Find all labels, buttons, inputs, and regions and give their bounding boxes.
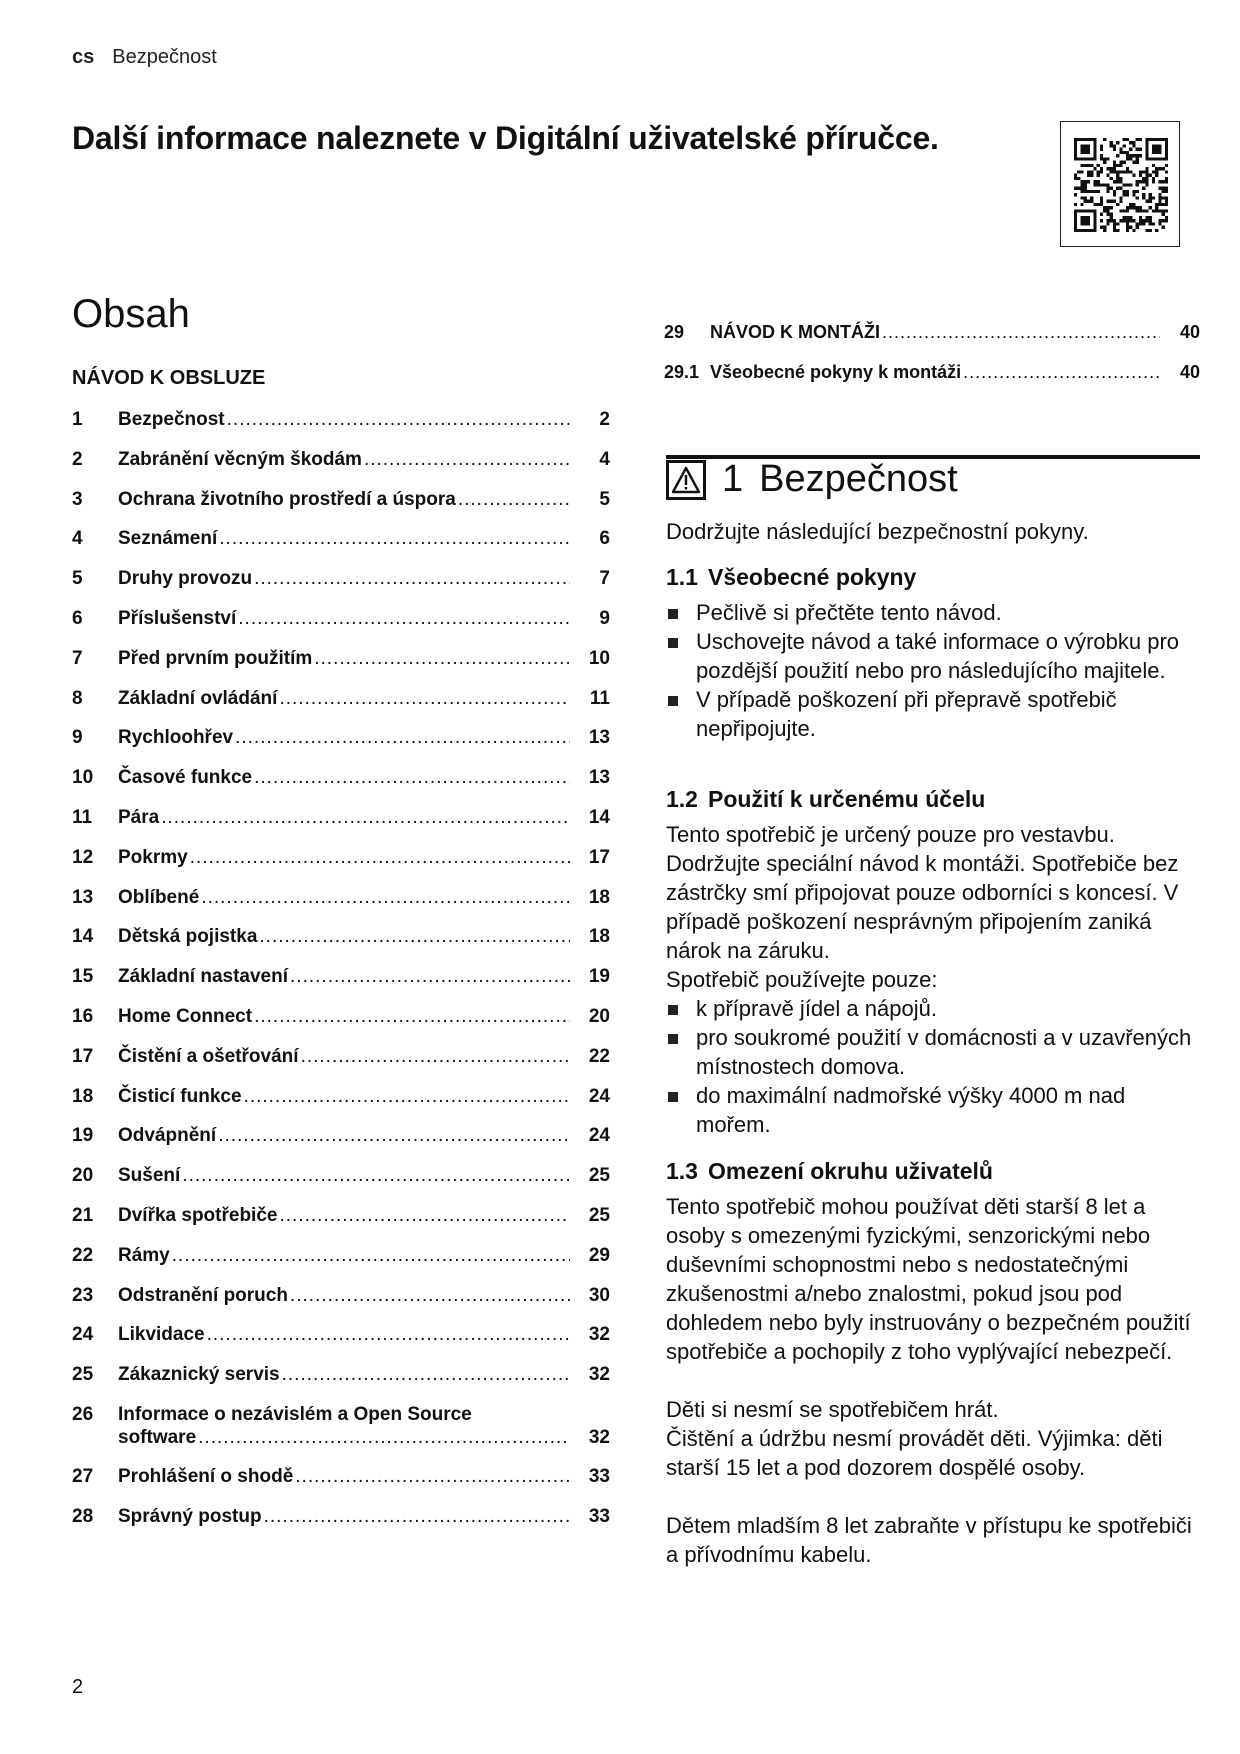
toc-entry-number: 2 [72,448,83,470]
toc-dot-leader [161,806,570,829]
toc-entry-label: Bezpečnost [118,409,225,430]
list-item: do maximální nadmořské výšky 4000 m nad mořem. [666,1081,1200,1139]
bullet-list [666,598,1200,743]
list-item: pro soukromé použití v domácnosti a v uzavřených místnostech domova. [666,1023,1200,1081]
toc-entry-label: Čistění a ošetřování [118,1045,299,1067]
toc-entry-number: 5 [72,568,83,590]
toc-dot-leader [882,321,1160,344]
toc-entry-label: Časové funkce [118,767,253,789]
toc-entry-label: Základní ovládání [118,687,278,709]
toc-entry-page: 18 [588,926,610,948]
toc-dot-leader [207,1323,570,1346]
paragraph: Čištění a údržbu nesmí provádět děti. Výjimka: děti starší 15 let a pod dozorem dospělé osoby. [666,1426,1163,1480]
toc-entry-page: 13 [588,727,610,749]
toc-entry-number: 24 [72,1324,94,1346]
toc-entry-number: 26 [72,1404,94,1425]
subsection-title: Všeobecné pokyny [707,564,917,590]
toc-entry-number: 29.1 [664,361,700,382]
toc-entry-number: 17 [72,1045,94,1067]
toc-dot-leader [218,1124,570,1147]
toc-entry-page: 33 [588,1466,610,1487]
toc-entry-number: 15 [72,966,94,988]
toc-entry-number: 4 [72,528,83,550]
toc-entry-number: 3 [72,488,83,510]
toc-entry-label: NÁVOD K MONTÁŽI [710,322,880,342]
toc-entry-page: 25 [588,1165,610,1187]
toc-entry-label: Rychloohřev [118,727,234,749]
subsection-number: 1.3 [666,1158,698,1184]
toc-entry-number: 16 [72,1006,94,1027]
toc-entry-page: 24 [588,1125,610,1147]
toc-entry-number: 12 [72,846,94,868]
toc-entry-page: 6 [599,528,610,550]
subsection-number: 1.2 [666,786,698,812]
toc-dot-leader [219,527,570,550]
list-item: Pečlivě si přečtěte tento návod. [666,598,1200,627]
toc-entry-number: 10 [72,767,94,789]
toc-title: Obsah [72,292,190,336]
toc-dot-leader [238,607,570,630]
toc-entry-page: 14 [588,807,610,828]
toc-entry-label: Pokrmy [118,846,188,868]
toc-entry-label: Likvidace [118,1324,205,1346]
toc-entry-page: 29 [588,1244,610,1266]
toc-entry-page: 17 [588,846,610,868]
toc-entry-number: 7 [72,647,83,669]
toc-entry-label: Oblíbené [118,886,200,908]
toc-entry-label: Druhy provozu [118,568,253,590]
toc-entry-number: 1 [72,409,83,430]
toc-entry-page: 33 [588,1505,610,1527]
qr-code-icon [1074,135,1168,235]
toc-entry-page: 32 [588,1364,610,1386]
toc-dot-leader [279,1204,570,1227]
list-item: k přípravě jídel a nápojů. [666,994,1200,1023]
toc-dot-leader [254,1005,570,1028]
language-code: cs [72,46,95,68]
toc-entry-label: Příslušenství [118,608,237,629]
toc-entry-label: Home Connect [118,1006,253,1027]
toc-entry-page: 32 [588,1324,610,1346]
toc-entry-label: Dvířka spotřebiče [118,1205,278,1226]
toc-dot-leader [290,1284,570,1307]
toc-dot-leader [364,448,570,471]
paragraph: Děti si nesmí se spotřebičem hrát. [666,1397,999,1422]
toc-entry-number: 28 [72,1505,94,1527]
toc-entry-page: 2 [599,409,610,430]
subsection-title: Použití k určenému účelu [707,786,986,812]
paragraph: Spotřebič používejte pouze: [666,967,938,992]
warning-icon [666,460,706,500]
toc-entry-page: 40 [1179,361,1200,382]
toc-entry-number: 8 [72,687,83,709]
toc-entry-number: 14 [72,926,94,948]
toc-entry-label: Všeobecné pokyny k montáži [710,361,962,382]
toc-entry-label: Prohlášení o shodě [118,1466,294,1487]
toc-entry-number: 18 [72,1085,94,1107]
toc-entry-page: 10 [588,647,610,669]
toc-dot-leader [282,1363,570,1386]
toc-entry-number: 13 [72,886,94,908]
toc-entry-page: 19 [588,966,610,988]
toc-dot-leader [314,647,570,670]
toc-dot-leader [279,687,570,710]
toc-entry-number: 22 [72,1244,94,1266]
toc-entry-label: Ochrana životního prostředí a úspora [118,488,456,510]
toc-dot-leader [254,766,570,789]
toc-entry-page: 4 [599,448,610,470]
toc-entry-page: 30 [588,1284,610,1306]
paragraph: Dětem mladším 8 let zabraňte v přístupu ke spotřebiči a přívodnímu kabelu. [666,1513,1192,1567]
subsection-heading [666,1158,1200,1185]
toc-entry-page: 11 [589,687,610,709]
toc-entry-label: Před prvním použitím [118,647,313,669]
subsection-heading [666,564,1200,591]
section-intro: Dodržujte následující bezpečnostní pokyny. [666,519,1089,544]
toc-dot-leader [227,408,570,431]
toc-entry-label: Zabránění věcným škodám [118,448,362,470]
toc-entry-page: 22 [588,1045,610,1067]
toc-dot-leader [244,1085,570,1108]
toc-entry-number: 29 [664,322,685,342]
header-section: Bezpečnost [112,46,217,68]
toc-dot-leader [264,1505,570,1528]
toc-dot-leader [190,846,570,869]
toc-entry-label: Zákaznický servis [118,1364,280,1386]
toc-entry-label: Základní nastavení [118,966,289,988]
bullet-list [666,994,1200,1139]
paragraph: Tento spotřebič mohou používat děti starší 8 let a osoby s omezenými fyzickými, senzorickými nebo duševními schopnostmi nebo s nedostatečnými zkušenostmi a/nebo znalostmi, pokud jsou pod dohledem nebo byly instruovány o bezpečném použití spotřebiče a pochopily z toho vyplývající nebezpečí. [666,1194,1191,1364]
toc-entry-page: 13 [588,767,610,789]
toc-entry-label: Dětská pojistka [118,926,258,948]
digital-manual-note: Další informace naleznete v Digitální uživatelské příručce. [72,120,939,156]
toc-dot-leader [235,726,570,749]
toc-entry-page: 20 [588,1006,610,1027]
toc-entry-number: 19 [72,1125,94,1147]
toc-entry-page: 25 [588,1205,610,1226]
toc-entry-number: 21 [72,1205,94,1226]
toc-entry-label: Pára [118,807,160,828]
toc-dot-leader [254,567,570,590]
toc-entry-page: 24 [588,1085,610,1107]
running-header [72,46,217,69]
toc-entry-label: Odvápnění [118,1125,217,1147]
toc-entry-label: Odstranění poruch [118,1284,288,1306]
toc-dot-leader [182,1164,570,1187]
toc-entry-number: 9 [72,727,83,749]
section-title [722,458,958,501]
paragraph: Tento spotřebič je určený pouze pro vestavbu. Dodržujte speciální návod k montáži. Spotřebiče bez zástrčky smí připojovat pouze odborníci s koncesí. V případě poškození nesprávným připojením zaniká nárok na záruku. [666,822,1179,963]
toc-entry-number: 27 [72,1466,94,1487]
toc-entry-page: 18 [588,886,610,908]
section-number: 1 [722,458,744,500]
subsection-title: Omezení okruhu uživatelů [707,1158,993,1184]
subsection-number: 1.1 [666,564,698,590]
toc-entry-label: Správný postup [118,1505,262,1527]
list-item: V případě poškození při přepravě spotřebič nepřipojujte. [666,685,1200,743]
toc-entry-page: 40 [1179,322,1200,342]
qr-code[interactable] [1060,121,1180,247]
toc-dot-leader [458,488,570,511]
toc-entry-label: Čisticí funkce [118,1085,242,1107]
toc-dot-leader [290,965,570,988]
toc-entry-page: 9 [599,608,610,629]
toc-entry-label: software [118,1427,197,1448]
toc-entry-number: 23 [72,1284,94,1306]
subsection-heading [666,786,1200,813]
section-title-text: Bezpečnost [759,458,958,500]
toc-entry-label: Sušení [118,1165,181,1187]
toc-dot-leader [198,1426,570,1449]
list-item: Uschovejte návod a také informace o výrobku pro pozdější použití nebo pro následujícího majitele. [666,627,1200,685]
toc-dot-leader [963,361,1160,384]
toc-entry-label: Seznámení [118,528,218,550]
toc-entry-number: 25 [72,1364,94,1386]
toc-entry-label: Rámy [118,1244,170,1266]
toc-dot-leader [172,1244,570,1267]
toc-entry-number: 11 [72,807,93,828]
toc-dot-leader [259,925,570,948]
toc-entry-number: 6 [72,608,83,629]
toc-dot-leader [201,886,570,909]
toc-section-heading: NÁVOD K OBSLUZE [72,367,266,389]
toc-entry-page: 5 [599,488,610,510]
toc-dot-leader [301,1045,570,1068]
page-number: 2 [72,1676,84,1698]
toc-entry-label-line1: Informace o nezávislém a Open Source [118,1404,472,1425]
toc-dot-leader [295,1465,570,1488]
toc-entry-number: 20 [72,1165,94,1187]
toc-entry-page: 32 [588,1427,610,1448]
toc-entry-page: 7 [599,568,610,590]
